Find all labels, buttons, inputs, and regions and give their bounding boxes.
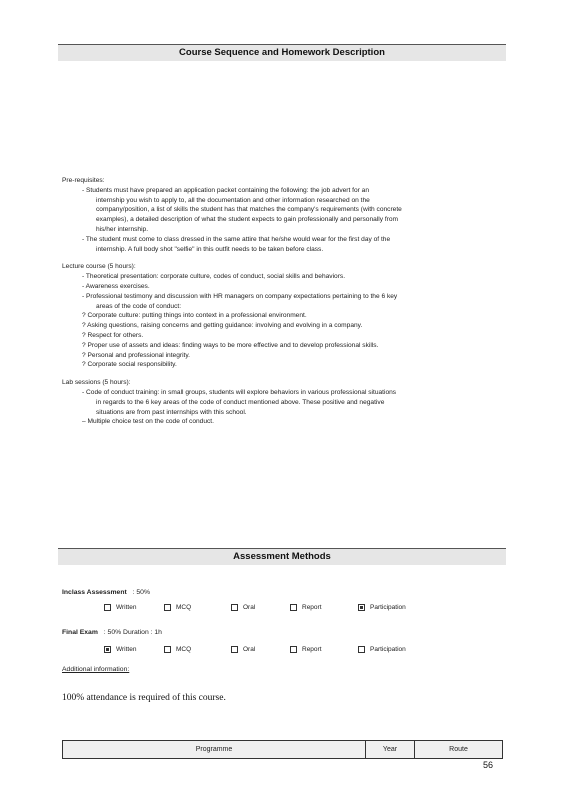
- final-option-mcq[interactable]: MCQ: [164, 646, 191, 653]
- lab-heading: Lab sessions (5 hours):: [62, 379, 131, 387]
- checkbox-icon[interactable]: [164, 646, 171, 653]
- checkbox-icon[interactable]: [290, 646, 297, 653]
- inclass-option-mcq[interactable]: MCQ: [164, 604, 191, 611]
- lecture-line: ? Corporate culture: putting things into context in a professional environment.: [82, 312, 307, 320]
- lecture-line: areas of the code of conduct:: [96, 302, 182, 310]
- final-option-participation[interactable]: Participation: [358, 646, 406, 653]
- lecture-heading: Lecture course (5 hours):: [62, 263, 136, 271]
- final-option-report[interactable]: Report: [290, 646, 322, 653]
- programme-header: Programme: [63, 741, 366, 759]
- route-header: Route: [415, 741, 503, 759]
- prereq-heading: Pre-requisites:: [62, 177, 105, 184]
- final-option-written[interactable]: Written: [104, 646, 136, 653]
- inclass-option-oral[interactable]: Oral: [231, 604, 255, 611]
- lab-line: in regards to the 6 key areas of the code of conduct mentioned above. These positive and negative: [96, 398, 385, 406]
- final-exam-label: Final Exam : 50% Duration : 1h: [62, 629, 162, 636]
- course-body: [62, 176, 402, 427]
- lecture-line: - Theoretical presentation: corporate culture, codes of conduct, social skills and behaviors.: [82, 273, 346, 281]
- lab-line: – Multiple choice test on the code of conduct.: [82, 418, 214, 426]
- checkbox-icon[interactable]: [164, 604, 171, 611]
- course-sequence-header: Course Sequence and Homework Description: [58, 44, 506, 61]
- prereq-line: - Students must have prepared an application packet containing the following: the job advert for an: [82, 186, 370, 194]
- checkbox-checked-icon[interactable]: [104, 646, 111, 653]
- prereq-line: examples), a detailed description of what the student expects to gain professionally and personally from: [96, 216, 399, 224]
- additional-information-label: Additional information:: [62, 666, 130, 673]
- assessment-header: Assessment Methods: [58, 548, 506, 565]
- attendance-note: 100% attendance is required of this course.: [62, 693, 226, 703]
- prereq-line: internship you wish to apply to, all the documentation and other information researched on the: [96, 196, 370, 204]
- checkbox-icon[interactable]: [358, 646, 365, 653]
- prereq-line: his/her internship.: [96, 225, 149, 233]
- programme-table: [62, 740, 503, 759]
- year-header: Year: [366, 741, 415, 759]
- prereq-line: company/position, a list of skills the student has that matches the company's requirements (with concrete: [96, 206, 402, 214]
- lecture-line: ? Personal and professional integrity.: [82, 351, 191, 359]
- lecture-line: - Awareness exercises.: [82, 282, 150, 290]
- lab-line: - Code of conduct training: in small groups, students will explore behaviors in various professional situations: [82, 388, 397, 396]
- checkbox-icon[interactable]: [104, 604, 111, 611]
- lecture-line: ? Corporate social responsibility.: [82, 361, 177, 369]
- prereq-line: - The student must come to class dressed in the same attire that he/she would wear for the first day of the: [82, 235, 391, 243]
- prereq-line: internship. A full body shot "selfie" in this outfit needs to be taken before class.: [96, 245, 324, 253]
- page-number: 56: [483, 760, 494, 770]
- lab-line: situations are from past internships with this school.: [96, 408, 247, 416]
- inclass-assessment-label: Inclass Assessment : 50%: [62, 589, 151, 596]
- checkbox-icon[interactable]: [290, 604, 297, 611]
- checkbox-checked-icon[interactable]: [358, 604, 365, 611]
- checkbox-icon[interactable]: [231, 646, 238, 653]
- lecture-line: ? Respect for others.: [82, 331, 144, 339]
- lecture-line: ? Proper use of assets and ideas: finding ways to be more effective and to develop professional skills.: [82, 341, 379, 349]
- inclass-option-participation[interactable]: Participation: [358, 604, 406, 611]
- lecture-line: - Professional testimony and discussion with HR managers on company expectations pertaining to the 6 key: [82, 292, 398, 300]
- inclass-option-written[interactable]: Written: [104, 604, 136, 611]
- final-option-oral[interactable]: Oral: [231, 646, 255, 653]
- checkbox-icon[interactable]: [231, 604, 238, 611]
- lecture-line: ? Asking questions, raising concerns and getting guidance: involving and evolving in a company.: [82, 322, 363, 330]
- inclass-option-report[interactable]: Report: [290, 604, 322, 611]
